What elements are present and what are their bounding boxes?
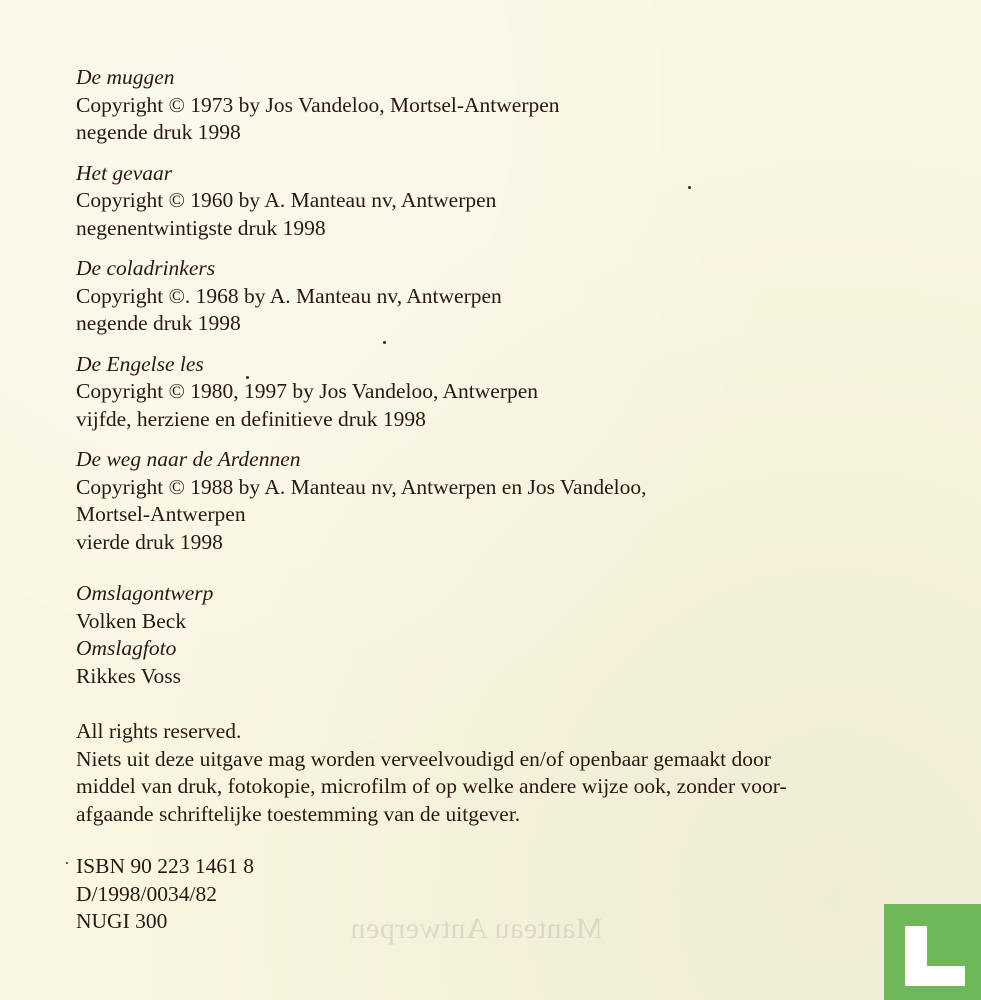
- entry-title: De Engelse les: [76, 351, 204, 376]
- entry-edition: vierde druk 1998: [76, 529, 223, 554]
- nugi-code: NUGI 300: [76, 909, 168, 933]
- paper-speck: [688, 186, 691, 189]
- entry-de-muggen: [76, 64, 956, 147]
- entry-copyright: Copyright © 1973 by Jos Vandeloo, Mortsel-Antwerpen: [76, 92, 560, 117]
- credits: [76, 580, 956, 690]
- paper-speck: [66, 862, 68, 864]
- entry-title: De weg naar de Ardennen: [76, 447, 301, 471]
- entry-title: De muggen: [76, 65, 175, 89]
- entry-copyright: Copyright © 1988 by A. Manteau nv, Antwerpen en Jos Vandeloo,: [76, 474, 647, 499]
- rights-line: afgaande schriftelijke toestemming van de uitgever.: [76, 801, 521, 826]
- lastdodo-logo-icon: [884, 904, 981, 1000]
- rights-heading: All rights reserved.: [76, 719, 242, 743]
- cover-photo-label: Omslagfoto: [76, 636, 177, 660]
- entry-copyright: Copyright © 1980, 1997 by Jos Vandeloo, Antwerpen: [76, 379, 539, 403]
- entry-edition: negende druk 1998: [76, 120, 241, 144]
- paper-speck: [383, 341, 386, 344]
- entry-copyright: Copyright © 1960 by A. Manteau nv, Antwerpen: [76, 188, 497, 212]
- colophon-page: [76, 64, 956, 936]
- rights-line: middel van druk, fotokopie, microfilm of op welke andere wijze ook, zonder voor-: [76, 774, 787, 798]
- entry-copyright: Copyright ©. 1968 by A. Manteau nv, Antwerpen: [76, 283, 502, 308]
- entry-edition: negende druk 1998: [76, 311, 241, 335]
- depot-number: D/1998/0034/82: [76, 881, 217, 906]
- show-through-watermark: Manteau Antwerpen: [350, 912, 603, 945]
- paper-speck: [246, 376, 249, 379]
- rights-line: Niets uit deze uitgave mag worden verveelvoudigd en/of openbaar gemaakt door: [76, 746, 771, 771]
- entry-edition: negenentwintigste druk 1998: [76, 215, 326, 240]
- cover-photo-value: Rikkes Voss: [76, 663, 181, 688]
- entry-de-coladrinkers: [76, 255, 956, 338]
- cover-design-value: Volken Beck: [76, 608, 187, 633]
- entry-copyright-continued: Mortsel-Antwerpen: [76, 502, 246, 526]
- entry-de-engelse-les: [76, 351, 956, 434]
- entry-edition: vijfde, herziene en definitieve druk 1998: [76, 406, 426, 431]
- entry-title: De coladrinkers: [76, 256, 216, 280]
- rights-notice: [76, 718, 956, 828]
- entry-het-gevaar: [76, 160, 956, 243]
- cover-design-label: Omslagontwerp: [76, 581, 214, 605]
- entry-de-weg-naar-de-ardennen: [76, 446, 956, 556]
- isbn: ISBN 90 223 1461 8: [76, 854, 254, 878]
- entry-title: Het gevaar: [76, 160, 173, 185]
